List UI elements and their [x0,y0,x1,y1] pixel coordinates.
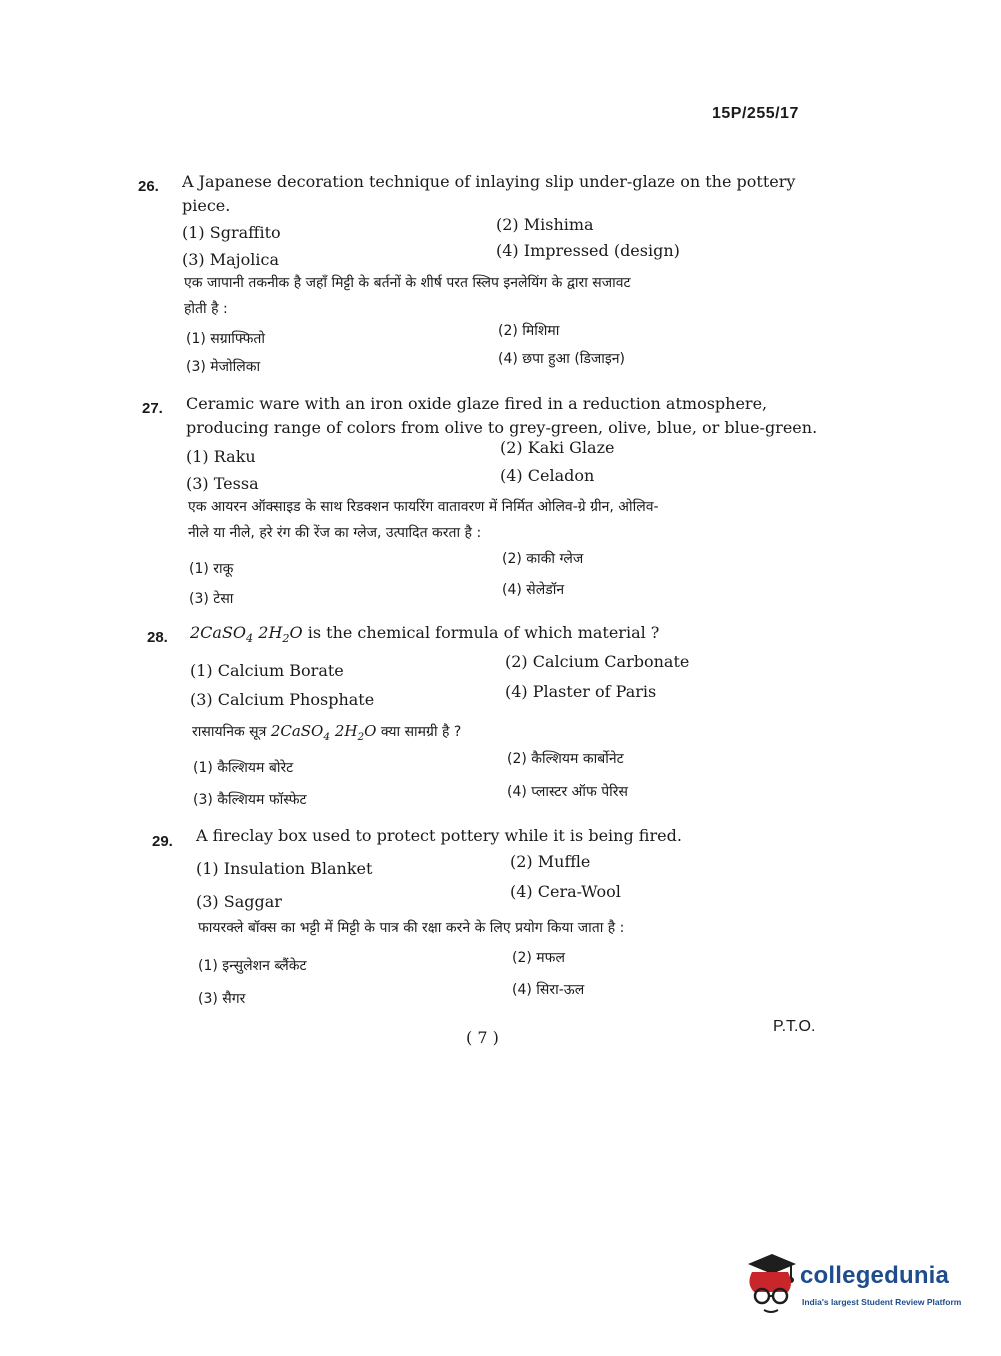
option-3: (3) Majolica [182,250,279,269]
mascot-icon [742,1250,800,1320]
hindi-option-4: (4) सिरा-ऊल [512,982,585,998]
hindi-text-line: होती है : [184,301,228,317]
hindi-option-2: (2) काकी ग्लेज [502,551,584,567]
hindi-text-line: रासायनिक सूत्र [192,724,271,740]
question-text [196,824,836,848]
hindi-text-line: फायरक्ले बॉक्स का भट्टी में मिट्टी के पात्र की रक्षा करने के लिए प्रयोग किया जाता है : [198,920,625,936]
question-text [182,170,822,218]
option-2: (2) Muffle [510,852,591,871]
logo-tagline: India's largest Student Review Platform [802,1297,962,1307]
option-4: (4) Impressed (design) [496,241,680,260]
option-2: (2) Mishima [496,215,594,234]
hindi-option-4: (4) प्लास्टर ऑफ पेरिस [507,784,628,800]
hindi-question-text [184,270,824,322]
question-number: 26. [138,178,159,195]
formula-subscript: 4 [246,632,254,646]
question-text-line: A fireclay box used to protect pottery while it is being fired. [196,826,682,845]
formula-part: 2CaSO [190,623,247,642]
hindi-option-3: (3) सैगर [198,991,246,1007]
hindi-option-1: (1) राकू [189,561,234,577]
formula-part: 2CaSO [270,722,324,740]
option-2: (2) Calcium Carbonate [505,652,690,671]
formula-part: O [289,623,303,642]
page-number: ( 7 ) [466,1028,499,1047]
hindi-option-3: (3) मेजोलिका [186,359,261,375]
hindi-text-line: एक आयरन ऑक्साइड के साथ रिडक्शन फायरिंग वातावरण में निर्मित ओलिव-ग्रे ग्रीन, ओलिव- [188,499,659,515]
question-number: 27. [142,400,163,417]
formula-part: 2H [253,623,283,642]
option-1: (1) Raku [186,447,256,466]
logo-wordmark: collegedunia [800,1262,950,1289]
formula-part: 2H [330,722,358,740]
hindi-option-2: (2) मफल [512,950,565,966]
hindi-option-1: (1) इन्सुलेशन ब्लैंकेट [198,958,307,974]
hindi-question-text [192,718,832,750]
option-3: (3) Saggar [196,892,282,911]
hindi-option-2: (2) मिशिमा [498,323,560,339]
chemical-formula [190,623,303,646]
hindi-text-line: नीले या नीले, हरे रंग की रेंज का ग्लेज, उत्पादित करता है : [188,525,482,541]
formula-part: O [364,722,377,740]
option-1: (1) Sgraffito [182,223,281,242]
question-number: 28. [147,629,168,646]
hindi-option-4: (4) सेलेडॉन [502,582,565,598]
question-text [186,392,826,440]
question-text-line: A Japanese decoration technique of inlaying slip under-glaze on the pottery [182,172,796,191]
hindi-option-3: (3) टेसा [189,591,234,607]
hindi-text-line: क्या सामग्री है ? [376,724,462,740]
question-text-line: producing range of colors from olive to grey-green, olive, blue, or blue-green. [186,418,818,437]
paper-code: 15P/255/17 [712,105,799,122]
option-4: (4) Celadon [500,466,595,485]
hindi-question-text [188,494,828,546]
hindi-text-line: एक जापानी तकनीक है जहाँ मिट्टी के बर्तनों के शीर्ष परत स्लिप इनलेयिंग के द्वारा सजावट [184,275,631,291]
option-3: (3) Calcium Phosphate [190,690,375,709]
question-number: 29. [152,833,173,850]
option-4: (4) Plaster of Paris [505,682,657,701]
hindi-option-2: (2) कैल्शियम कार्बोनेट [507,751,624,767]
option-4: (4) Cera-Wool [510,882,621,901]
hindi-option-4: (4) छपा हुआ (डिजाइन) [498,351,626,367]
hindi-option-3: (3) कैल्शियम फॉस्फेट [193,792,307,808]
question-text-line: is the chemical formula of which material ? [302,623,660,642]
pto-label: P.T.O. [773,1018,816,1035]
formula-subscript: 2 [282,632,290,646]
hindi-question-text [198,915,838,941]
question-text [190,621,830,651]
question-text-line: piece. [182,196,231,215]
hindi-option-1: (1) कैल्शियम बोरेट [193,760,294,776]
collegedunia-logo [742,1250,982,1320]
option-2: (2) Kaki Glaze [500,438,615,457]
formula-subscript: 2 [357,731,365,743]
chemical-formula [270,722,377,743]
formula-subscript: 4 [323,731,331,743]
question-text-line: Ceramic ware with an iron oxide glaze fired in a reduction atmosphere, [186,394,768,413]
option-1: (1) Insulation Blanket [196,859,373,878]
hindi-option-1: (1) सग्राफ्फितो [186,331,266,347]
option-1: (1) Calcium Borate [190,661,344,680]
option-3: (3) Tessa [186,474,259,493]
